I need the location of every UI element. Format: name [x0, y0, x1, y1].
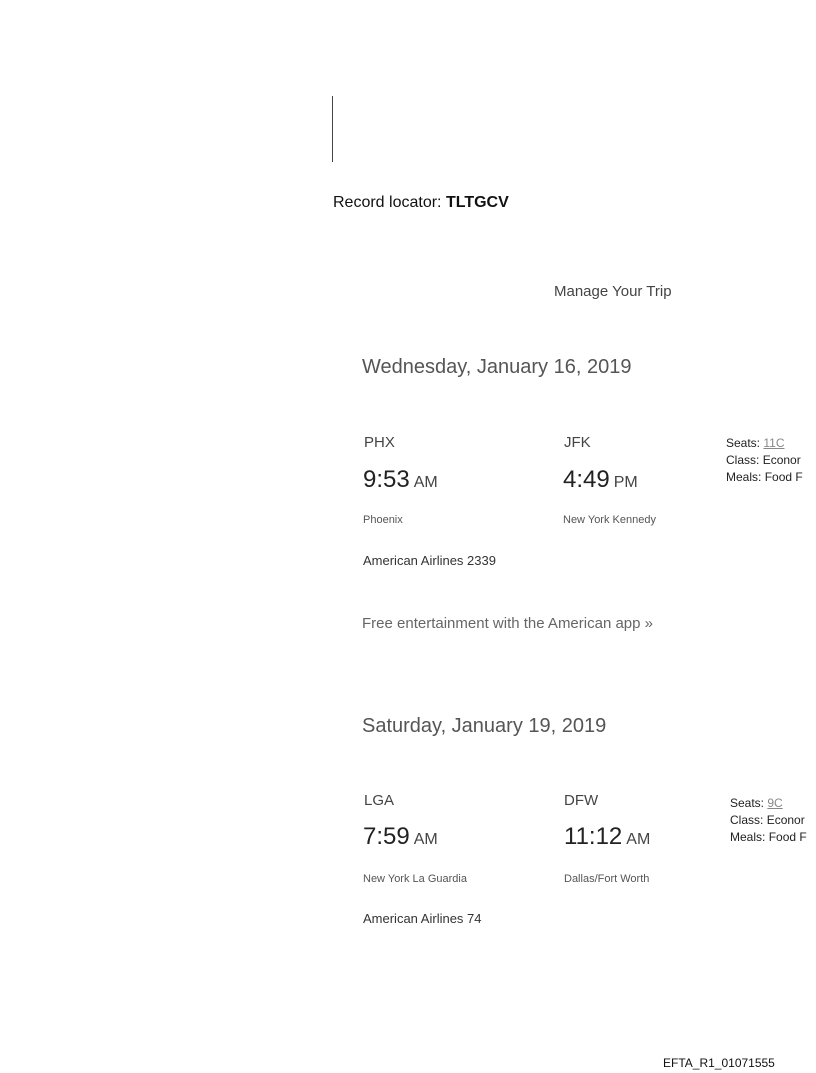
record-locator-value: TLTGCV — [445, 194, 509, 211]
flight-2-meals — [730, 829, 807, 846]
flight-2-departure-time — [363, 823, 438, 851]
class-label: Class: — [730, 813, 764, 827]
flight-1-details — [726, 435, 803, 486]
meals-value: Food F — [764, 470, 803, 484]
seats-label: Seats: — [726, 436, 761, 450]
flight-1-class — [726, 452, 803, 469]
meals-value: Food F — [768, 830, 807, 844]
flight-2-arrival-ampm: AM — [626, 831, 651, 848]
flight-2-date: Saturday, January 19, 2019 — [362, 715, 607, 737]
meals-label: Meals: — [730, 830, 766, 844]
class-label: Class: — [726, 453, 760, 467]
document-id: EFTA_R1_01071555 — [663, 1056, 775, 1070]
flight-2-destination-city: Dallas/Fort Worth — [564, 873, 650, 885]
seats-label: Seats: — [730, 796, 765, 810]
flight-2-seats — [730, 795, 807, 812]
flight-2-origin-code: LGA — [364, 792, 395, 809]
entertainment-link[interactable]: Free entertainment with the American app » — [362, 615, 653, 632]
flight-1-date: Wednesday, January 16, 2019 — [362, 356, 632, 378]
flight-1-arrival-time — [563, 466, 638, 494]
flight-1-origin-city: Phoenix — [363, 514, 403, 526]
flight-2-details — [730, 795, 807, 846]
flight-1-number: American Airlines 2339 — [363, 553, 496, 568]
flight-2-departure-ampm: AM — [413, 831, 438, 848]
flight-1-destination-city: New York Kennedy — [563, 514, 656, 526]
flight-1-seat-link[interactable]: 11C — [763, 436, 785, 450]
flight-1-meals — [726, 469, 803, 486]
flight-2-origin-city: New York La Guardia — [363, 873, 467, 885]
flight-1-departure-time — [363, 466, 438, 494]
flight-2-seat-link[interactable]: 9C — [767, 796, 783, 810]
record-locator — [333, 194, 509, 212]
meals-label: Meals: — [726, 470, 762, 484]
flight-2-class — [730, 812, 807, 829]
flight-1-departure-hour: 9:53 — [363, 466, 410, 493]
flight-2-arrival-time — [564, 823, 650, 851]
flight-2-destination-code: DFW — [564, 792, 599, 809]
flight-1-departure-ampm: AM — [413, 474, 438, 491]
manage-trip-link[interactable]: Manage Your Trip — [554, 283, 672, 300]
flight-2-number: American Airlines 74 — [363, 911, 482, 926]
flight-1-seats — [726, 435, 803, 452]
divider-line — [332, 96, 333, 162]
flight-1-arrival-hour: 4:49 — [563, 466, 610, 493]
record-locator-label: Record locator: — [333, 194, 442, 211]
flight-2-departure-hour: 7:59 — [363, 823, 410, 850]
class-value: Econor — [766, 813, 805, 827]
flight-2-arrival-hour: 11:12 — [564, 823, 623, 850]
flight-1-destination-code: JFK — [564, 434, 591, 451]
flight-1-origin-code: PHX — [364, 434, 395, 451]
flight-1-arrival-ampm: PM — [613, 474, 638, 491]
class-value: Econor — [762, 453, 801, 467]
